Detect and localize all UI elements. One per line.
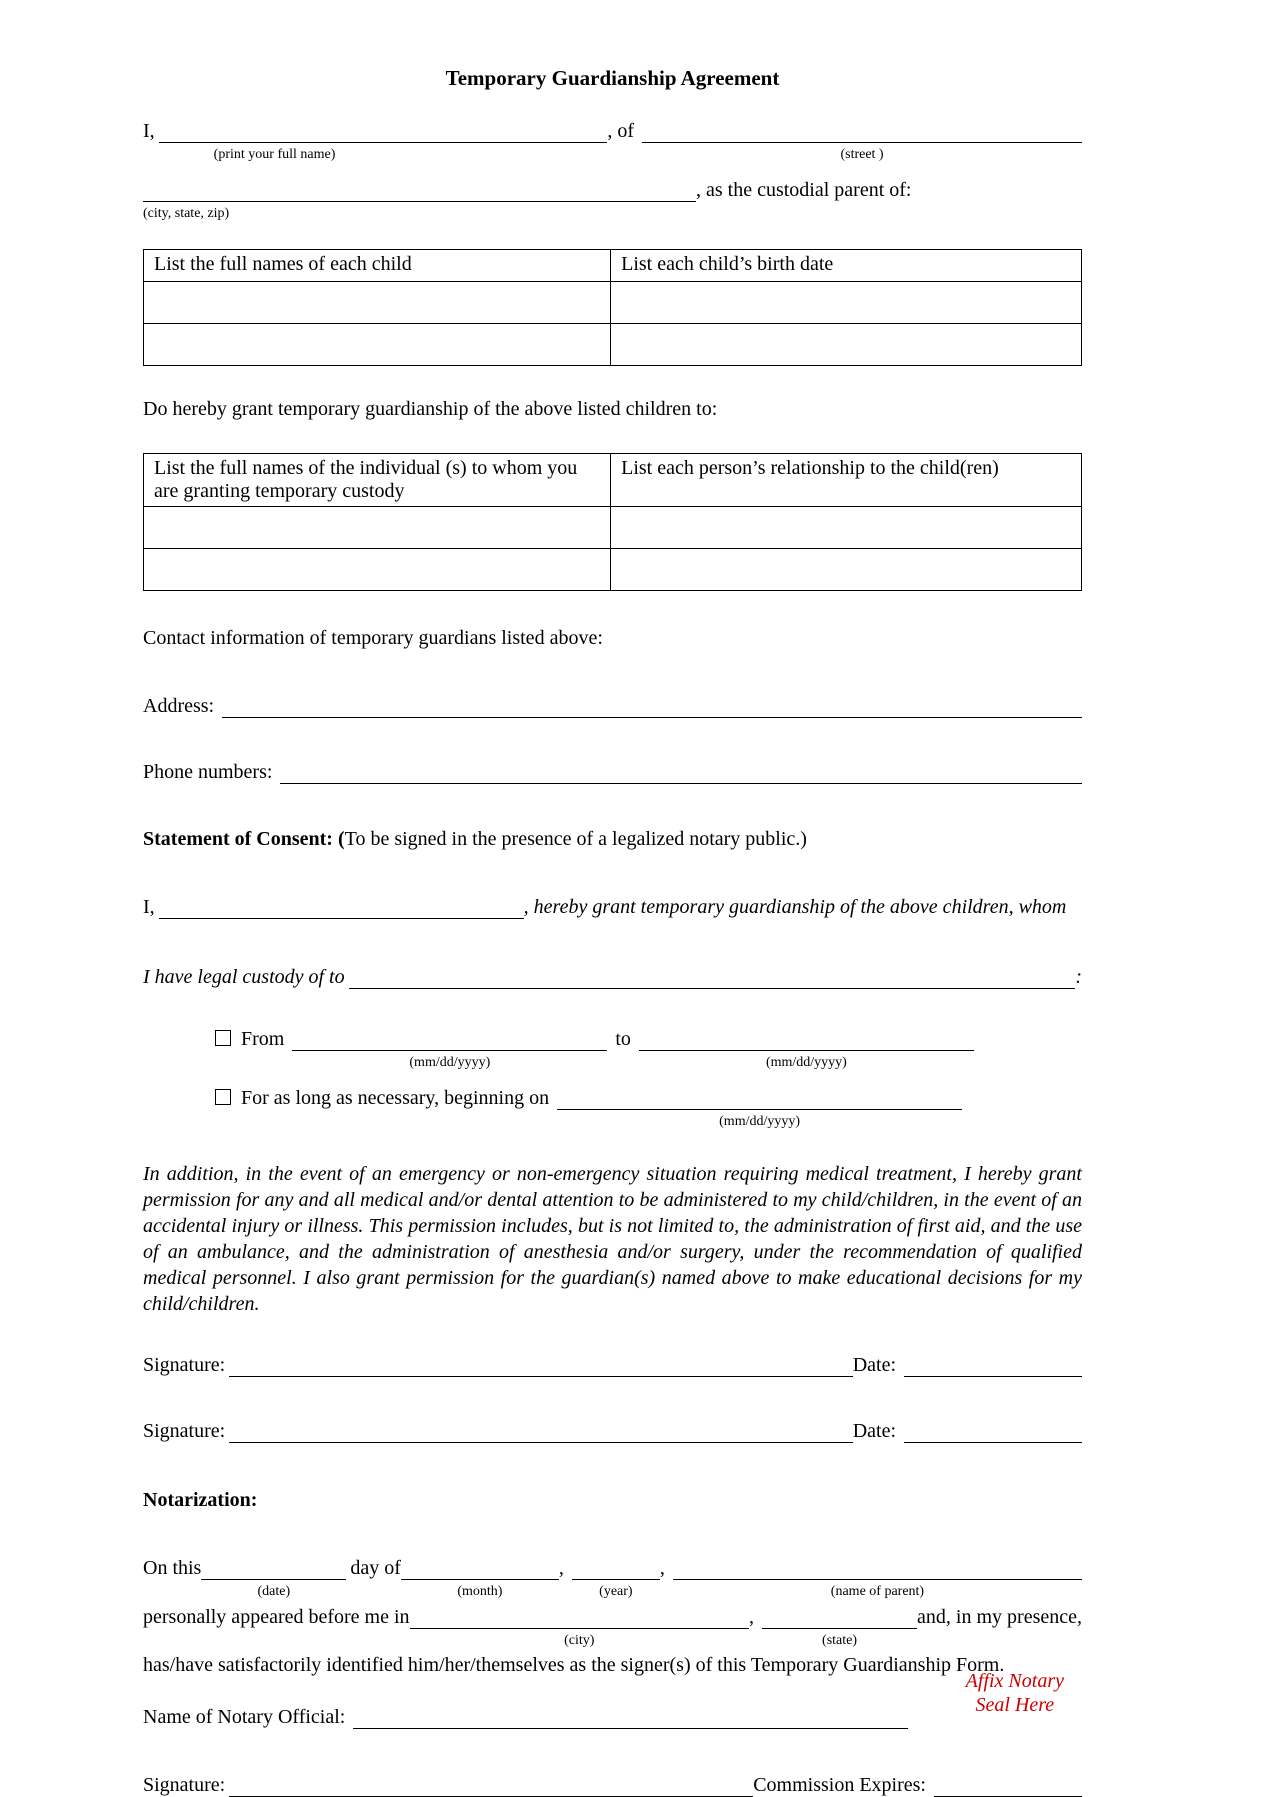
notary-city-field[interactable] <box>410 1605 750 1629</box>
consent-custody-text: I have legal custody of to <box>143 966 345 988</box>
children-table-header-row <box>144 250 1082 282</box>
signature-1-field[interactable] <box>229 1353 852 1377</box>
children-birthdate-header: List each child’s birth date <box>611 250 1082 282</box>
month-hint: (month) <box>457 1584 503 1599</box>
duration-from-to-line <box>215 1027 1082 1072</box>
page-title: Temporary Guardianship Agreement <box>445 66 780 90</box>
seal-note-line-1: Affix Notary <box>965 1670 1064 1692</box>
city-hint: (city) <box>564 1633 595 1648</box>
city-state-zip-field[interactable] <box>143 178 696 202</box>
signature-2-field[interactable] <box>229 1419 852 1443</box>
phone-numbers-field[interactable] <box>280 760 1082 784</box>
consent-grant-text: , hereby grant temporary guardianship of the above children, whom <box>523 896 1067 918</box>
children-names-header: List the full names of each child <box>144 250 611 282</box>
notary-official-name-field[interactable] <box>353 1705 908 1729</box>
children-table <box>143 249 1082 366</box>
on-this-label: On this <box>143 1557 202 1579</box>
in-my-presence-label: and, in my presence, <box>917 1606 1082 1628</box>
notary-name-line <box>143 1670 1082 1729</box>
from-date-format-hint: (mm/dd/yyyy) <box>409 1055 491 1070</box>
date-1-field[interactable] <box>904 1353 1082 1377</box>
signature-line-2 <box>143 1419 1082 1443</box>
print-name-hint: (print your full name) <box>213 147 336 162</box>
table-row <box>144 282 1082 324</box>
from-date-field[interactable] <box>292 1027 607 1051</box>
guardian-relationship-header: List each person’s relationship to the child(ren) <box>611 454 1082 507</box>
notary-signature-label: Signature: <box>143 1774 226 1796</box>
date-hint: (date) <box>257 1584 291 1599</box>
custodial-parent-label: , as the custodial parent of: <box>696 179 912 201</box>
notary-date-line <box>143 1556 1082 1601</box>
day-of-label: day of <box>350 1557 401 1579</box>
from-to-checkbox[interactable] <box>215 1030 231 1046</box>
child-name-cell[interactable] <box>144 282 611 324</box>
comma-3: , <box>749 1606 755 1628</box>
consent-heading <box>143 828 1082 851</box>
notary-appearance-line <box>143 1605 1082 1650</box>
state-hint: (state) <box>822 1633 858 1648</box>
appeared-label: personally appeared before me in <box>143 1606 410 1628</box>
phone-label: Phone numbers: <box>143 761 273 783</box>
table-row <box>144 507 1082 549</box>
table-row <box>144 549 1082 591</box>
notary-day-field[interactable] <box>201 1556 346 1580</box>
guardians-table-header-row <box>144 454 1082 507</box>
as-long-label: For as long as necessary, beginning on <box>241 1087 550 1109</box>
commission-expires-label: Commission Expires: <box>753 1774 926 1796</box>
notary-signature-field[interactable] <box>229 1773 753 1797</box>
from-label: From <box>241 1028 285 1050</box>
year-hint: (year) <box>599 1584 633 1599</box>
street-hint: (street ) <box>840 147 884 162</box>
signature-label: Signature: <box>143 1420 226 1442</box>
phone-line <box>143 760 1082 784</box>
of-label: , of <box>607 120 635 142</box>
consent-i-prefix: I, <box>143 896 155 918</box>
beginning-date-field[interactable] <box>557 1086 962 1110</box>
guardian-relationship-cell[interactable] <box>611 549 1082 591</box>
table-row <box>144 324 1082 366</box>
to-date-field[interactable] <box>639 1027 974 1051</box>
date-2-field[interactable] <box>904 1419 1082 1443</box>
child-birthdate-cell[interactable] <box>611 282 1082 324</box>
name-of-parent-hint: (name of parent) <box>830 1584 925 1599</box>
as-long-as-necessary-checkbox[interactable] <box>215 1089 231 1105</box>
address-field[interactable] <box>222 694 1082 718</box>
child-birthdate-cell[interactable] <box>611 324 1082 366</box>
address-line <box>143 694 1082 718</box>
guardian-name-cell[interactable] <box>144 507 611 549</box>
full-name-field[interactable] <box>159 119 608 143</box>
date-label: Date: <box>852 1354 896 1376</box>
street-field[interactable] <box>642 119 1082 143</box>
duration-open-ended-line <box>215 1086 1082 1131</box>
intro-line-1 <box>143 119 1082 164</box>
consent-heading-rest: To be signed in the presence of a legalized notary public.) <box>344 828 807 850</box>
consent-parent-name-field[interactable] <box>159 895 524 919</box>
consent-heading-bold: Statement of Consent: ( <box>143 828 345 850</box>
signature-line-1 <box>143 1353 1082 1377</box>
notary-state-field[interactable] <box>762 1605 917 1629</box>
notary-month-field[interactable] <box>401 1556 559 1580</box>
seal-note-line-2: Seal Here <box>975 1694 1055 1716</box>
custody-guardian-name-field[interactable] <box>349 965 1076 989</box>
notary-year-field[interactable] <box>572 1556 660 1580</box>
date-label: Date: <box>852 1420 896 1442</box>
affix-notary-seal-note <box>966 1669 1064 1717</box>
address-label: Address: <box>143 695 215 717</box>
notary-signature-line <box>143 1773 1082 1797</box>
comma-1: , <box>558 1557 564 1579</box>
to-label: to <box>615 1028 631 1050</box>
consent-line-2 <box>143 965 1082 989</box>
contact-heading: Contact information of temporary guardians listed above: <box>143 627 603 649</box>
guardians-table <box>143 453 1082 591</box>
consent-colon: : <box>1075 966 1082 988</box>
notary-identified-text: has/have satisfactorily identified him/her/themselves as the signer(s) of this Temporary Guardianship Form. <box>143 1654 1005 1676</box>
beginning-date-format-hint: (mm/dd/yyyy) <box>719 1114 801 1129</box>
notary-parent-name-field[interactable] <box>673 1556 1082 1580</box>
signature-label: Signature: <box>143 1354 226 1376</box>
medical-consent-paragraph: In addition, in the event of an emergency or non-emergency situation requiring medical treatment, I hereby grant permission for any and all medical and/or dental attention to be administered to my child/children, in the event of an accidental injury or illness. This permission includes, but is not limited to, the administration of first aid, and the use of an ambulance, and the administration of anesthesia and/or surgery, under the recommendation of qualified medical personnel. I also grant permission for the guardian(s) named above to make educational decisions for my child/children. <box>143 1163 1082 1315</box>
intro-line-2 <box>143 178 1082 223</box>
guardian-name-cell[interactable] <box>144 549 611 591</box>
guardian-names-header: List the full names of the individual (s) to whom you are granting temporary custody <box>144 454 611 507</box>
notarization-heading: Notarization: <box>143 1489 258 1511</box>
commission-expires-field[interactable] <box>934 1773 1082 1797</box>
guardian-relationship-cell[interactable] <box>611 507 1082 549</box>
grant-statement: Do hereby grant temporary guardianship of the above listed children to: <box>143 398 718 420</box>
notary-official-label: Name of Notary Official: <box>143 1706 346 1728</box>
city-state-zip-hint: (city, state, zip) <box>143 206 230 221</box>
child-name-cell[interactable] <box>144 324 611 366</box>
to-date-format-hint: (mm/dd/yyyy) <box>765 1055 847 1070</box>
i-prefix-label: I, <box>143 120 155 142</box>
comma-2: , <box>659 1557 665 1579</box>
consent-line-1 <box>143 895 1082 919</box>
